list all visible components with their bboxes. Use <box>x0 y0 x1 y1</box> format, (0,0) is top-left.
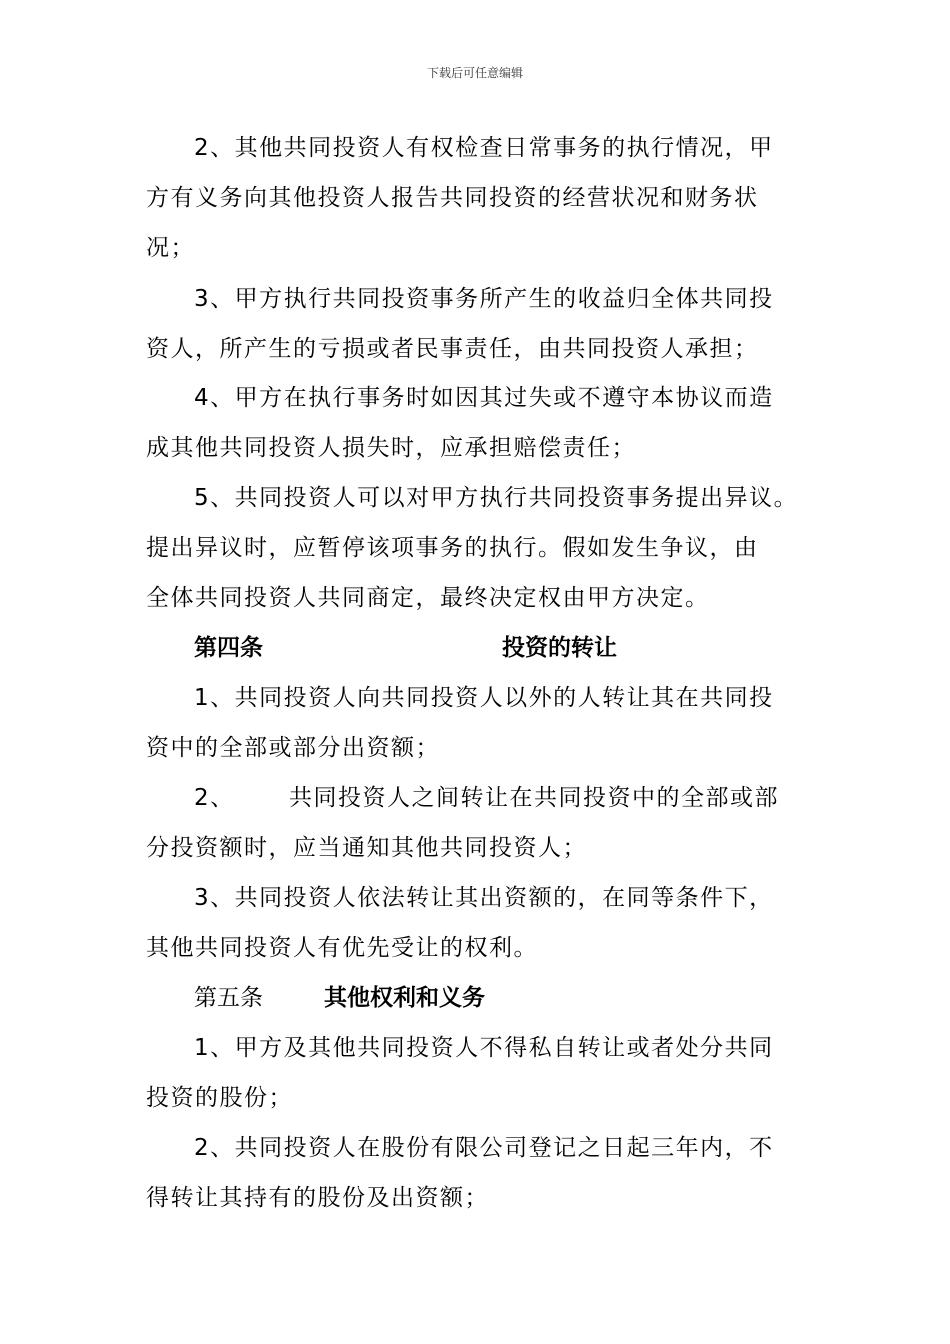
paragraph-line: 2、 <box>194 785 235 811</box>
paragraph-line: 3、甲方执行共同投资事务所产生的收益归全体共同投 <box>194 286 774 312</box>
page-header: 下载后可任意编辑 <box>426 66 523 80</box>
paragraph-line: 分投资额时，应当通知其他共同投资人； <box>146 835 587 861</box>
paragraph-line: 况； <box>146 235 195 261</box>
paragraph-line: 成其他共同投资人损失时，应承担赔偿责任； <box>146 435 636 461</box>
paragraph-line: 5、共同投资人可以对甲方执行共同投资事务提出异议。 <box>194 485 799 511</box>
paragraph-line: 2、其他共同投资人有权检查日常事务的执行情况，甲 <box>194 135 774 161</box>
article-4-title: 投资的转让 <box>502 635 617 661</box>
article-4-number: 第四条 <box>194 635 263 661</box>
paragraph-line: 2、共同投资人在股份有限公司登记之日起三年内，不 <box>194 1135 774 1161</box>
paragraph-line: 资中的全部或部分出资额； <box>146 735 440 761</box>
paragraph-line: 3、共同投资人依法转让其出资额的，在同等条件下， <box>194 885 774 911</box>
paragraph-line: 投资的股份； <box>146 1085 293 1111</box>
paragraph-line: 得转让其持有的股份及出资额； <box>146 1185 489 1211</box>
article-5-number: 第五条 <box>194 985 263 1011</box>
paragraph-line: 4、甲方在执行事务时如因其过失或不遵守本协议而造 <box>194 385 774 411</box>
paragraph-line: 共同投资人之间转让在共同投资中的全部或部 <box>289 785 779 811</box>
paragraph-line: 方有义务向其他投资人报告共同投资的经营状况和财务状 <box>146 185 759 211</box>
paragraph-line: 1、甲方及其他共同投资人不得私自转让或者处分共同 <box>194 1035 774 1061</box>
paragraph-line: 全体共同投资人共同商定，最终决定权由甲方决定。 <box>146 585 710 611</box>
paragraph-line: 资人，所产生的亏损或者民事责任，由共同投资人承担； <box>146 336 759 362</box>
article-5-title: 其他权利和义务 <box>324 985 485 1011</box>
paragraph-line: 提出异议时，应暂停该项事务的执行。假如发生争议，由 <box>146 535 759 561</box>
paragraph-line: 其他共同投资人有优先受让的权利。 <box>146 935 538 961</box>
paragraph-line: 1、共同投资人向共同投资人以外的人转让其在共同投 <box>194 685 774 711</box>
